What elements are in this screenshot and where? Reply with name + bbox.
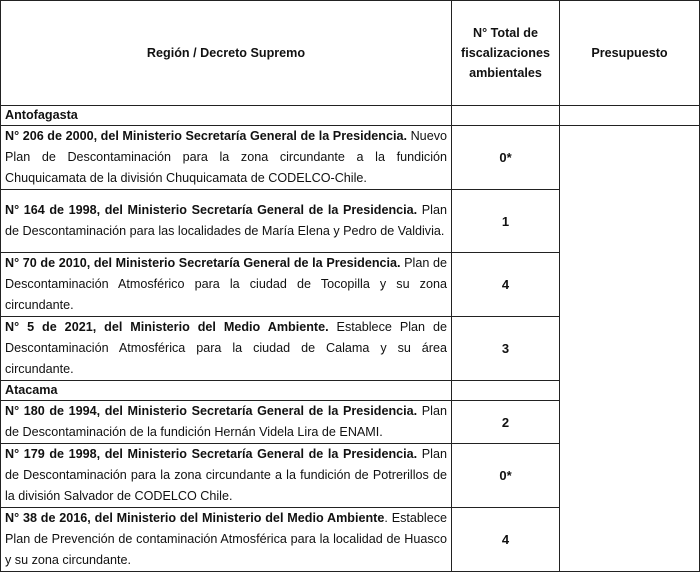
region-budget-empty <box>560 106 700 126</box>
decree-title: N° 179 de 1998, del Ministerio Secretaría General de la Presidencia. <box>5 447 418 461</box>
decree-description: . Establece Plan de Prevención de contaminación Atmosférica para la localidad de Huasco y su zona circundante. <box>5 511 447 567</box>
region-label: Atacama <box>1 381 452 401</box>
header-region: Región / Decreto Supremo <box>1 1 452 106</box>
decree-description: Nuevo Plan de Descontaminación para la zona circundante a la fundición Chuquicamata de la división Chuquicamata de CODELCO-Chile. <box>5 129 447 185</box>
decree-cell <box>1 253 452 317</box>
decree-title: N° 180 de 1994, del Ministerio Secretaría General de la Presidencia. <box>5 404 418 418</box>
total-cell: 0* <box>452 126 560 190</box>
header-total: N° Total de fiscalizaciones ambientales <box>452 1 560 106</box>
decree-cell <box>1 401 452 444</box>
total-cell: 2 <box>452 401 560 444</box>
decree-title: N° 38 de 2016, del Ministerio del Ministerio del Medio Ambiente <box>5 511 385 525</box>
decree-cell <box>1 126 452 190</box>
header-budget: Presupuesto <box>560 1 700 106</box>
decree-description: Plan de Descontaminación para las localidades de María Elena y Pedro de Valdivia. <box>5 203 447 238</box>
region-total-empty <box>452 106 560 126</box>
decree-description: Plan de Descontaminación de la fundición Hernán Videla Lira de ENAMI. <box>5 404 447 439</box>
total-cell: 1 <box>452 190 560 253</box>
decree-description: Establece Plan de Descontaminación Atmosférica para la ciudad de Calama y su área circundante. <box>5 320 447 376</box>
decree-cell <box>1 508 452 572</box>
decree-cell <box>1 444 452 508</box>
decree-cell <box>1 317 452 381</box>
total-cell: 4 <box>452 508 560 572</box>
total-cell: 0* <box>452 444 560 508</box>
region-total-empty <box>452 381 560 401</box>
total-cell: 3 <box>452 317 560 381</box>
decree-description: Plan de Descontaminación Atmosférico para la ciudad de Tocopilla y su zona circundante. <box>5 256 448 312</box>
region-label: Antofagasta <box>1 106 452 126</box>
budget-cell <box>560 126 700 572</box>
header-row <box>1 1 700 106</box>
table-row <box>1 126 700 190</box>
decree-cell <box>1 190 452 253</box>
decree-title: N° 70 de 2010, del Ministerio Secretaría General de la Presidencia. <box>5 256 401 270</box>
decree-description: Plan de Descontaminación para la zona circundante a la fundición de Potrerillos de la división Salvador de CODELCO Chile. <box>5 447 447 503</box>
total-cell: 4 <box>452 253 560 317</box>
region-row-antofagasta <box>1 106 700 126</box>
decree-title: N° 164 de 1998, del Ministerio Secretaría General de la Presidencia. <box>5 203 418 217</box>
decree-title: N° 5 de 2021, del Ministerio del Medio Ambiente. <box>5 320 329 334</box>
decree-title: N° 206 de 2000, del Ministerio Secretaría General de la Presidencia. <box>5 129 408 143</box>
